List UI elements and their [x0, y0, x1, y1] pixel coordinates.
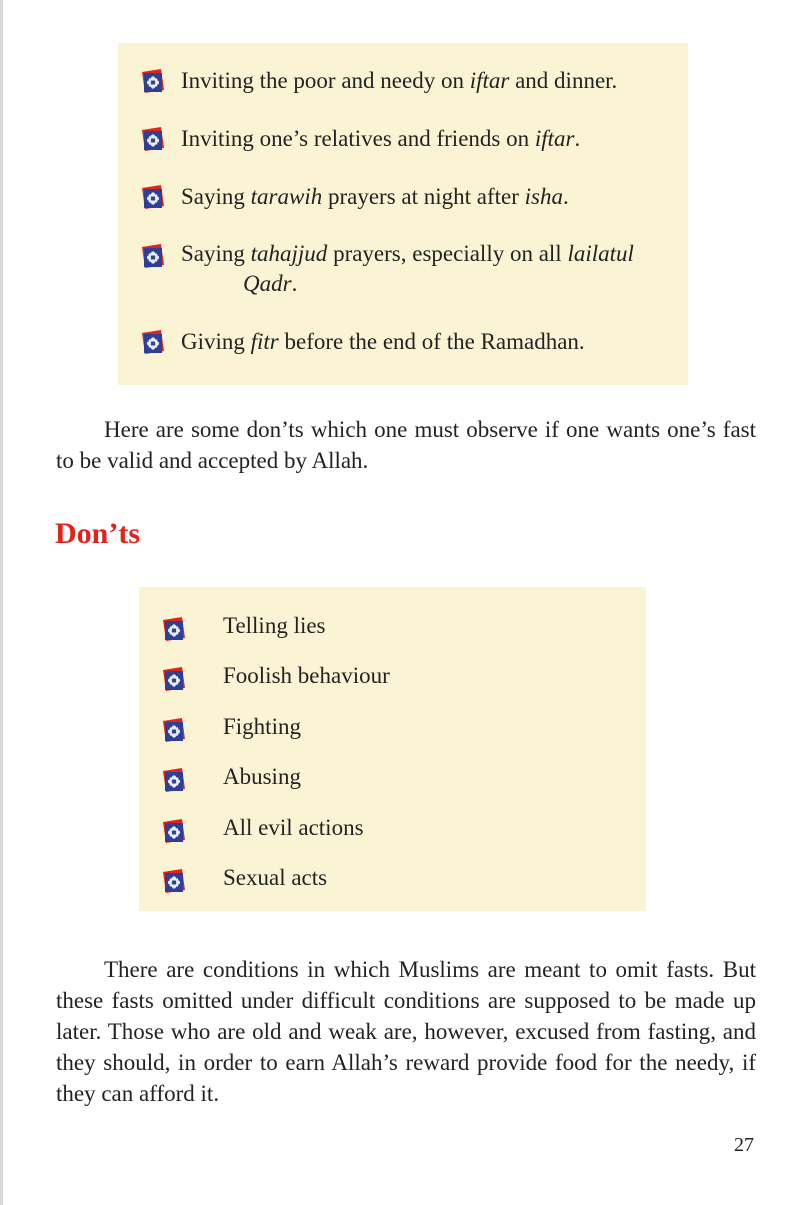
list-item: Fighting — [223, 714, 301, 739]
italic-term: fitr — [250, 329, 279, 354]
intro-paragraph — [56, 414, 756, 476]
text-run: before the end of the Ramadhan. — [278, 329, 585, 354]
italic-term: iftar — [534, 126, 575, 151]
text-run: . — [291, 271, 298, 297]
list-item: Telling lies — [223, 613, 326, 638]
italic-term: tarawih — [250, 184, 323, 209]
text-run: Inviting the poor and needy on — [181, 68, 470, 93]
flower-square-icon — [141, 126, 165, 152]
italic-term: lailatul — [567, 241, 634, 266]
list-item — [181, 182, 681, 212]
text-run: and dinner. — [509, 68, 618, 93]
text-run: prayers, especially on all — [327, 241, 568, 266]
list-item: Abusing — [223, 764, 301, 789]
list-item: Sexual acts — [223, 865, 328, 890]
flower-square-icon — [162, 616, 186, 642]
paragraph-text: Here are some don’ts which one must observe if one wants one’s fast to be valid and accepted by Allah. — [56, 417, 756, 473]
page-number: 27 — [734, 1134, 754, 1156]
list-item: Foolish behaviour — [223, 663, 390, 688]
flower-square-icon — [141, 329, 165, 355]
italic-term: iftar — [469, 68, 510, 93]
text-run: Saying — [181, 184, 251, 209]
flower-square-icon — [162, 717, 186, 743]
conditions-paragraph — [56, 954, 756, 1109]
dos-list-box — [118, 43, 688, 385]
text-run: . — [563, 184, 569, 209]
page-edge — [0, 0, 3, 1205]
paragraph-text: There are conditions in which Muslims are meant to omit fasts. But these fasts omitted under difficult conditions are supposed to be made up later. Those who are old and weak are, however, excused from fasting, and they should, in order to earn Allah’s reward provide food for the needy, if they can afford it. — [56, 957, 756, 1106]
italic-term: Qadr — [243, 271, 292, 297]
text-run: Giving — [181, 329, 251, 354]
list-item — [181, 327, 681, 357]
list-item: All evil actions — [223, 815, 364, 840]
flower-square-icon — [141, 68, 165, 94]
flower-square-icon — [162, 666, 186, 692]
text-run: . — [574, 126, 581, 151]
wrapped-line — [181, 269, 681, 299]
donts-list-box — [139, 587, 646, 911]
flower-square-icon — [162, 767, 186, 793]
list-item — [181, 239, 681, 300]
italic-term: isha — [524, 184, 564, 209]
flower-square-icon — [141, 243, 165, 269]
flower-square-icon — [162, 868, 186, 894]
list-item — [181, 124, 681, 154]
flower-square-icon — [141, 184, 165, 210]
section-heading: Don’ts — [55, 517, 141, 550]
text-run: Saying — [181, 241, 251, 266]
text-run: prayers at night after — [322, 184, 525, 209]
italic-term: tahajjud — [250, 241, 328, 266]
text-run: Inviting one’s relatives and friends on — [181, 126, 535, 151]
flower-square-icon — [162, 818, 186, 844]
list-item — [181, 66, 681, 96]
